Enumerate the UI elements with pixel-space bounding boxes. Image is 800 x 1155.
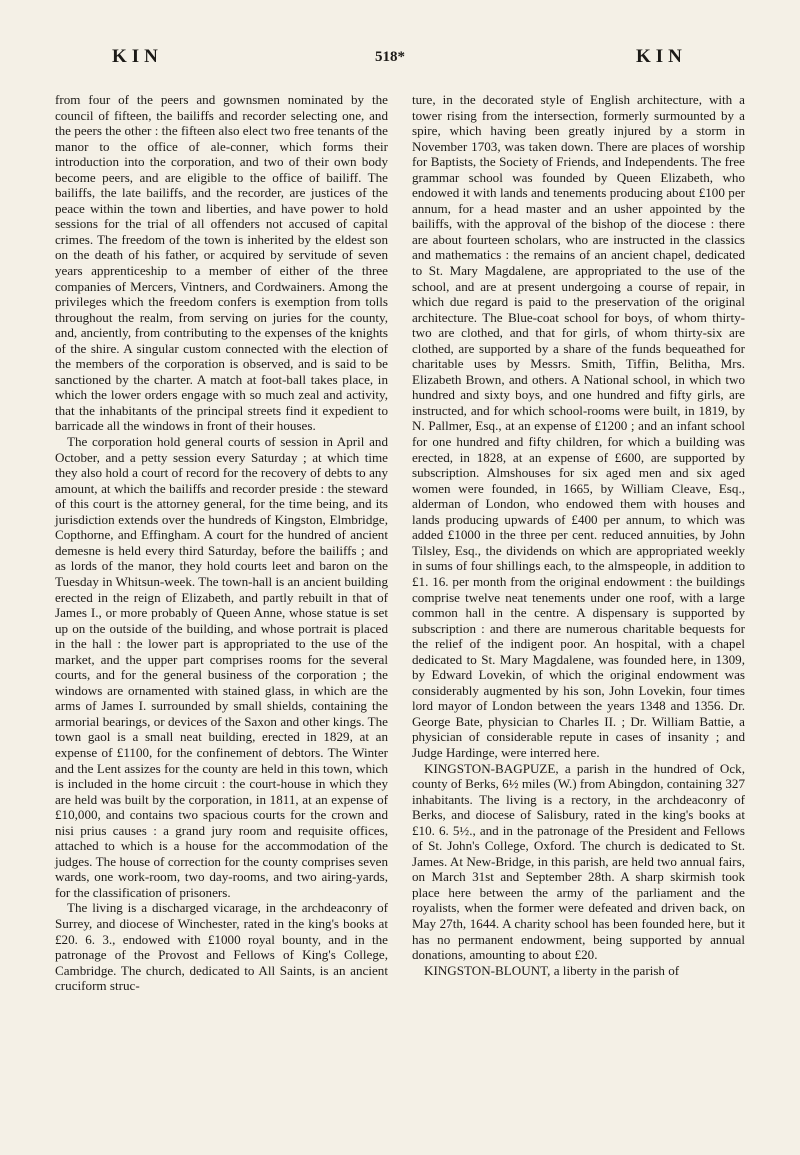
entry-kingston-bagpuze: KINGSTON-BAGPUZE, a parish in the hundred of Ock, county of Berks, 6½ miles (W.) from Abingdon, containing 327 inhabitants. The living is a rectory, in the archdeaconry of Berks, and diocese of Salisbury, rated in the king's books at £10. 6. 5½., and in the patronage of the President and Fellows of St. John's College, Oxford. The church is dedicated to St. James. At New-Bridge, in this parish, are held two annual fairs, on March 31st and September 28th. A sharp skirmish took place here between the army of the parliament and the royalists, when the former were defeated and driven back, on May 27th, 1644. A charity school has been founded here, but it has no permanent endowment, being supported by annual donations, amounting to about £20. <box>412 760 746 963</box>
left-column <box>55 92 388 994</box>
page-number: 518* <box>375 49 405 65</box>
right-column <box>412 92 745 978</box>
running-head-right: KIN <box>636 46 687 67</box>
paragraph: from four of the peers and gownsmen nominated by the council of fifteen, the bailiffs and recorder selecting one, and the peers the other : the fifteen also elect two free tenants of the manor to the office of ale-conner, which forms their introduction into the corporation, and two of their own body become peers, and are eligible to the office of bailiff. The bailiffs, the late bailiffs, and the recorder, are justices of the peace within the town and liberties, and have power to hold sessions for the trial of all offenders not accused of capital crimes. The freedom of the town is inherited by the eldest son on the death of his father, or acquired by servitude of seven years apprenticeship to a member of either of the three companies of Mercers, Vintners, and Cordwainers. Among the privileges which the freedom confers is exemption from tolls throughout the realm, from serving on juries for the county, and, anciently, from contributing to the expenses of the knights of the shire. A singular custom connected with the election of the members of the corporation is observed, and is said to be sanctioned by the charter. A match at foot-ball takes place, in which the lower orders engage with so much zeal and activity, that the inhabitants of the principal streets find it expedient to barricade all the windows in front of their houses. <box>55 92 388 434</box>
paragraph: ture, in the decorated style of English architecture, with a tower rising from the intersection, formerly surmounted by a spire, which having been greatly injured by a storm in November 1703, was taken down. There are places of worship for Baptists, the Society of Friends, and Independents. The free grammar school was founded by Queen Elizabeth, who endowed it with lands and tenements producing about £100 per annum, for a head master and an usher appointed by the bailiffs, with the approval of the bishop of the diocese : there are about fourteen scholars, who are instructed in the classics and mathematics : the remains of an ancient chapel, dedicated to St. Mary Magdalene, are appropriated to the use of the school, and are at present undergoing a course of repair, in which due regard is paid to the preservation of the original architecture. The Blue-coat school for boys, of whom thirty-two are clothed, and that for girls, of whom thirty-six are clothed, are supported by a share of the funds bequeathed for charitable uses by Messrs. Smith, Tiffin, Belitha, Mrs. Elizabeth Brown, and others. A National school, in which two hundred and sixty boys, and one hundred and fifty girls, are instructed, and for which school-rooms were built, in 1819, by N. Pallmer, Esq., at an expense of £1200 ; and an infant school for one hundred and fifty children, for which a building was erected, in 1828, at an expense of £600, are supported by subscription. Almshouses for six aged men and six aged women were founded, in 1665, by William Cleave, Esq., alderman of London, who endowed them with houses and lands producing upwards of £400 per annum, to which was added £1000 in the three per cent. reduced annuities, by John Tilsley, Esq., the dividends on which are appropriated weekly in sums of four shillings each, to the almspeople, in addition to £1. 16. per month from the original endowment : the buildings comprise twelve neat tenements under one roof, with a large common hall in the centre. A dispensary is supported by subscription : and there are numerous charitable bequests for the relief of the indigent poor. An hospital, with a chapel dedicated to St. Mary Magdalene, was founded here, in 1309, by Edward Lovekin, of which the original endowment was considerably augmented by his son, John Lovekin, four times lord mayor of London between the years 1348 and 1356. Dr. George Bate, physician to Charles II. ; Dr. William Battie, a physician of considerable repute in cases of insanity ; and Judge Hardinge, were interred here. <box>412 92 745 760</box>
paragraph: The corporation hold general courts of session in April and October, and a petty session every Saturday ; at which time they also hold a court of record for the recovery of debts to any amount, at which the bailiffs and recorder preside : the steward of this court is the attorney general, for the time being, and its jurisdiction extends over the hundreds of Kingston, Elmbridge, Copthorne, and Effingham. A court for the hundred of ancient demesne is held every third Saturday, before the bailiffs ; and as lords of the manor, they hold courts leet and baron on the Tuesday in Whitsun-week. The town-hall is an ancient building erected in the reign of Elizabeth, and partly rebuilt in that of James I., or more probably of Queen Anne, whose statue is set up on the outside of the building, and whose portrait is placed in the hall : the lower part is appropriated to the use of the market, and the upper part comprises rooms for the several courts, and for the general business of the corporation ; the windows are ornamented with stained glass, in which are the arms of James I. surrounded by small shields, containing the armorial bearings, or devices of the Saxon and other kings. The town gaol is a small neat building, erected in 1829, at an expense of £1100, for the confinement of debtors. The Winter and the Lent assizes for the county are held in this town, which is included in the home circuit : the court-house in which they are held was built by the corporation, in 1811, at an expense of £10,000, and contains two spacious courts for the crown and nisi prius causes : a grand jury room and requisite offices, attached to which is a house for the accommodation of the judges. The house of correction for the county comprises seven wards, one work-room, two day-rooms, and two airing-yards, for the classification of prisoners. <box>55 434 388 900</box>
entry-kingston-blount: KINGSTON-BLOUNT, a liberty in the parish of <box>424 962 680 978</box>
running-head <box>0 46 800 68</box>
paragraph: The living is a discharged vicarage, in the archdeaconry of Surrey, and diocese of Winchester, rated in the king's books at £20. 6. 3., endowed with £1000 royal bounty, and in the patronage of the Provost and Fellows of King's College, Cambridge. The church, dedicated to All Saints, is an ancient cruciform struc- <box>55 900 388 994</box>
running-head-left: KIN <box>112 46 163 67</box>
